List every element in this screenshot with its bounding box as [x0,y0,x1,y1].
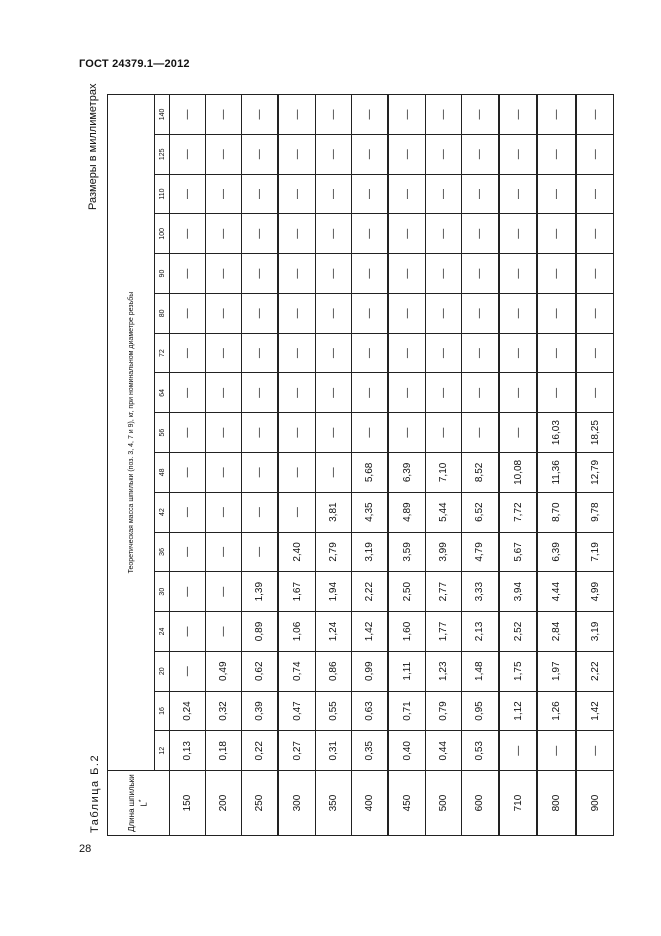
mass-cell: — [170,413,206,453]
length-cell: 500 [426,771,462,836]
mass-cell: — [315,453,351,493]
mass-cell: — [576,333,613,373]
mass-cell: — [388,254,425,294]
mass-cell: — [576,373,613,413]
mass-cell: 1,23 [426,651,462,691]
diameter-header: 100 [155,214,170,254]
mass-cell: — [537,333,576,373]
length-cell: 600 [461,771,498,836]
mass-cell: — [315,134,351,174]
table-row [315,95,351,836]
mass-cell: 0,44 [426,731,462,771]
mass-cell: — [241,453,278,493]
mass-cell: — [170,373,206,413]
mass-cell: — [499,174,538,214]
mass-cell: — [241,413,278,453]
mass-cell: — [205,612,241,652]
mass-cell: 2,50 [388,572,425,612]
mass-cell: 2,77 [426,572,462,612]
mass-cell: 4,89 [388,492,425,532]
mass-cell: — [426,95,462,135]
mass-cell: 3,99 [426,532,462,572]
mass-cell: — [315,333,351,373]
mass-cell: 0,24 [170,691,206,731]
mass-cell: — [426,174,462,214]
mass-cell: 1,48 [461,651,498,691]
length-cell: 710 [499,771,538,836]
mass-cell: 2,22 [351,572,388,612]
mass-cell: — [170,612,206,652]
diameter-header: 36 [155,532,170,572]
mass-cell: — [576,254,613,294]
mass-cell: — [205,95,241,135]
length-column-header [108,771,170,836]
mass-cell: 0,62 [241,651,278,691]
mass-cell: 0,99 [351,651,388,691]
mass-cell: — [576,174,613,214]
mass-cell: 0,71 [388,691,425,731]
mass-cell: — [499,95,538,135]
diameter-header: 125 [155,134,170,174]
page-number: 28 [79,843,92,855]
mass-cell: — [537,254,576,294]
mass-cell: 11,36 [537,453,576,493]
mass-cell: — [315,413,351,453]
mass-cell: — [576,95,613,135]
mass-cell: — [170,254,206,294]
table-caption: Таблица Б.2 [89,753,101,833]
mass-cell: — [499,293,538,333]
mass-cell: 5,68 [351,453,388,493]
mass-cell: — [576,214,613,254]
mass-cell: — [241,492,278,532]
length-cell: 150 [170,771,206,836]
mass-cell: — [315,373,351,413]
table-row [170,95,206,836]
mass-cell: 5,67 [499,532,538,572]
diameter-header: 20 [155,651,170,691]
mass-cell: — [461,293,498,333]
mass-cell: 1,42 [351,612,388,652]
mass-cell: 0,31 [315,731,351,771]
mass-cell: 1,77 [426,612,462,652]
mass-cell: 1,12 [499,691,538,731]
mass-cell: — [170,651,206,691]
mass-cell: — [388,214,425,254]
mass-cell: — [278,254,315,294]
mass-cell: 1,75 [499,651,538,691]
mass-cell: 0,63 [351,691,388,731]
mass-cell: — [461,95,498,135]
mass-cell: — [205,254,241,294]
mass-cell: — [461,333,498,373]
mass-cell: 2,52 [499,612,538,652]
mass-cell: 4,35 [351,492,388,532]
table-row [537,95,576,836]
mass-cell: 3,19 [576,612,613,652]
mass-cell: — [170,134,206,174]
mass-cell: 6,39 [388,453,425,493]
table-row [205,95,241,836]
table-row [426,95,462,836]
mass-cell: 2,84 [537,612,576,652]
mass-cell: — [205,214,241,254]
mass-cell: — [205,333,241,373]
mass-cell: 3,81 [315,492,351,532]
mass-cell: 0,55 [315,691,351,731]
mass-cell: — [388,95,425,135]
mass-cell: — [499,731,538,771]
footnote-mark: * [138,799,146,803]
table-container [107,94,614,836]
mass-cell: 1,67 [278,572,315,612]
mass-cell: — [278,413,315,453]
mass-cell: 1,39 [241,572,278,612]
mass-cell: — [278,214,315,254]
mass-cell: — [351,373,388,413]
mass-cell: 7,19 [576,532,613,572]
mass-cell: — [351,333,388,373]
mass-cell: 9,78 [576,492,613,532]
mass-cell: 3,59 [388,532,425,572]
mass-cell: 4,79 [461,532,498,572]
mass-cell: — [388,174,425,214]
mass-cell: 0,13 [170,731,206,771]
mass-cell: 7,10 [426,453,462,493]
mass-cell: 16,03 [537,413,576,453]
mass-cell: — [315,174,351,214]
table-row [241,95,278,836]
mass-cell: — [461,134,498,174]
diameter-header: 72 [155,333,170,373]
diameter-header: 30 [155,572,170,612]
mass-cell: 1,42 [576,691,613,731]
mass-cell: — [426,293,462,333]
mass-cell: — [351,254,388,294]
mass-cell: — [388,293,425,333]
mass-cell: 6,39 [537,532,576,572]
mass-cell: — [461,373,498,413]
mass-cell: — [499,254,538,294]
mass-cell: — [461,214,498,254]
mass-cell: — [351,174,388,214]
table-row [351,95,388,836]
mass-cell: — [388,373,425,413]
diameter-header: 42 [155,492,170,532]
units-label: Размеры в миллиметрах [87,83,99,210]
mass-cell: 3,33 [461,572,498,612]
mass-cell: — [241,174,278,214]
mass-cell: — [278,293,315,333]
mass-cell: 12,79 [576,453,613,493]
mass-cell: — [537,731,576,771]
mass-cell: — [241,293,278,333]
mass-cell: 0,35 [351,731,388,771]
mass-cell: — [315,254,351,294]
mass-cell: 10,08 [499,453,538,493]
mass-cell: — [205,293,241,333]
mass-cell: — [205,453,241,493]
mass-cell: — [205,492,241,532]
mass-cell: 0,49 [205,651,241,691]
mass-cell: — [499,333,538,373]
mass-cell: — [461,413,498,453]
mass-cell: 1,60 [388,612,425,652]
mass-cell: 1,06 [278,612,315,652]
mass-cell: — [388,134,425,174]
mass-cell: 0,86 [315,651,351,691]
mass-table [107,94,614,836]
mass-cell: — [499,413,538,453]
mass-cell: — [170,174,206,214]
mass-cell: — [499,373,538,413]
diameter-header: 80 [155,293,170,333]
mass-cell: 18,25 [576,413,613,453]
table-row [278,95,315,836]
mass-cell: — [351,134,388,174]
mass-cell: — [351,214,388,254]
mass-cell: 8,52 [461,453,498,493]
length-cell: 350 [315,771,351,836]
mass-cell: — [461,174,498,214]
length-cell: 450 [388,771,425,836]
diameter-header: 12 [155,731,170,771]
mass-cell: — [241,254,278,294]
mass-cell: 3,94 [499,572,538,612]
mass-cell: — [205,174,241,214]
mass-cell: 2,40 [278,532,315,572]
mass-cell: 0,79 [426,691,462,731]
mass-cell: 1,11 [388,651,425,691]
mass-cell: 2,13 [461,612,498,652]
length-cell: 900 [576,771,613,836]
mass-cell: — [170,532,206,572]
diameter-header: 140 [155,95,170,135]
mass-cell: — [278,453,315,493]
mass-cell: — [576,731,613,771]
mass-cell: 0,22 [241,731,278,771]
mass-cell: — [426,373,462,413]
diameter-header: 16 [155,691,170,731]
mass-cell: 1,94 [315,572,351,612]
mass-cell: — [205,134,241,174]
mass-cell: — [241,373,278,413]
mass-cell: 0,95 [461,691,498,731]
mass-cell: — [278,134,315,174]
mass-cell: — [537,293,576,333]
mass-cell: 2,79 [315,532,351,572]
table-row [499,95,538,836]
mass-cell: 2,22 [576,651,613,691]
mass-cell: — [241,532,278,572]
mass-cell: 3,19 [351,532,388,572]
mass-cell: 0,40 [388,731,425,771]
mass-cell: — [170,333,206,373]
mass-cell: — [388,413,425,453]
mass-cell: 0,27 [278,731,315,771]
mass-cell: — [241,95,278,135]
mass-cell: 8,70 [537,492,576,532]
mass-cell: — [461,254,498,294]
mass-cell: — [205,373,241,413]
mass-cell: — [499,214,538,254]
diameter-header: 64 [155,373,170,413]
mass-cell: — [205,532,241,572]
length-cell: 400 [351,771,388,836]
mass-cell: — [315,214,351,254]
mass-cell: 0,47 [278,691,315,731]
table-row [388,95,425,836]
mass-cell: — [576,134,613,174]
mass-cell: — [315,95,351,135]
mass-cell: — [278,373,315,413]
mass-cell: — [426,254,462,294]
mass-cell: — [170,572,206,612]
mass-cell: — [576,293,613,333]
mass-cell: — [499,134,538,174]
length-cell: 300 [278,771,315,836]
mass-cell: — [426,413,462,453]
mass-cell: — [426,333,462,373]
mass-cell: — [278,333,315,373]
mass-cell: 0,89 [241,612,278,652]
length-cell: 250 [241,771,278,836]
mass-cell: — [537,174,576,214]
mass-cell: — [315,293,351,333]
mass-cell: — [278,492,315,532]
mass-cell: — [241,333,278,373]
mass-cell: — [170,453,206,493]
document-header: ГОСТ 24379.1—2012 [79,58,190,70]
diameter-header-row [155,95,170,836]
diameter-header: 56 [155,413,170,453]
mass-cell: 0,18 [205,731,241,771]
mass-cell: — [278,174,315,214]
mass-cell: — [170,95,206,135]
diameter-header: 90 [155,254,170,294]
mass-cell: 7,72 [499,492,538,532]
mass-cell: — [537,95,576,135]
diameter-header: 24 [155,612,170,652]
table-row [576,95,613,836]
mass-cell: 0,74 [278,651,315,691]
mass-cell: — [426,214,462,254]
mass-cell: — [241,134,278,174]
mass-span-header: Теоретическая масса шпильки (поз. 3, 4, 7 и 9), кг, при номинальном диаметре резьбы [108,95,155,771]
length-cell: 800 [537,771,576,836]
mass-cell: — [351,413,388,453]
mass-cell: — [170,492,206,532]
mass-cell: — [426,134,462,174]
mass-cell: 0,53 [461,731,498,771]
mass-cell: 0,39 [241,691,278,731]
mass-cell: 4,99 [576,572,613,612]
mass-cell: — [278,95,315,135]
table-body [170,95,614,836]
mass-cell: 1,24 [315,612,351,652]
mass-cell: 1,26 [537,691,576,731]
table-row [461,95,498,836]
mass-cell: — [388,333,425,373]
mass-cell: — [351,95,388,135]
mass-cell: — [170,293,206,333]
mass-cell: 6,52 [461,492,498,532]
mass-cell: — [205,572,241,612]
mass-cell: 4,44 [537,572,576,612]
mass-cell: — [205,413,241,453]
length-header-text: Длина шпильки L [127,774,149,832]
length-cell: 200 [205,771,241,836]
diameter-header: 110 [155,174,170,214]
mass-cell: — [537,373,576,413]
mass-cell: — [241,214,278,254]
mass-cell: 1,97 [537,651,576,691]
diameter-header: 48 [155,453,170,493]
mass-cell: — [351,293,388,333]
mass-cell: 5,44 [426,492,462,532]
mass-cell: — [537,134,576,174]
mass-cell: — [537,214,576,254]
mass-cell: — [170,214,206,254]
mass-cell: 0,32 [205,691,241,731]
